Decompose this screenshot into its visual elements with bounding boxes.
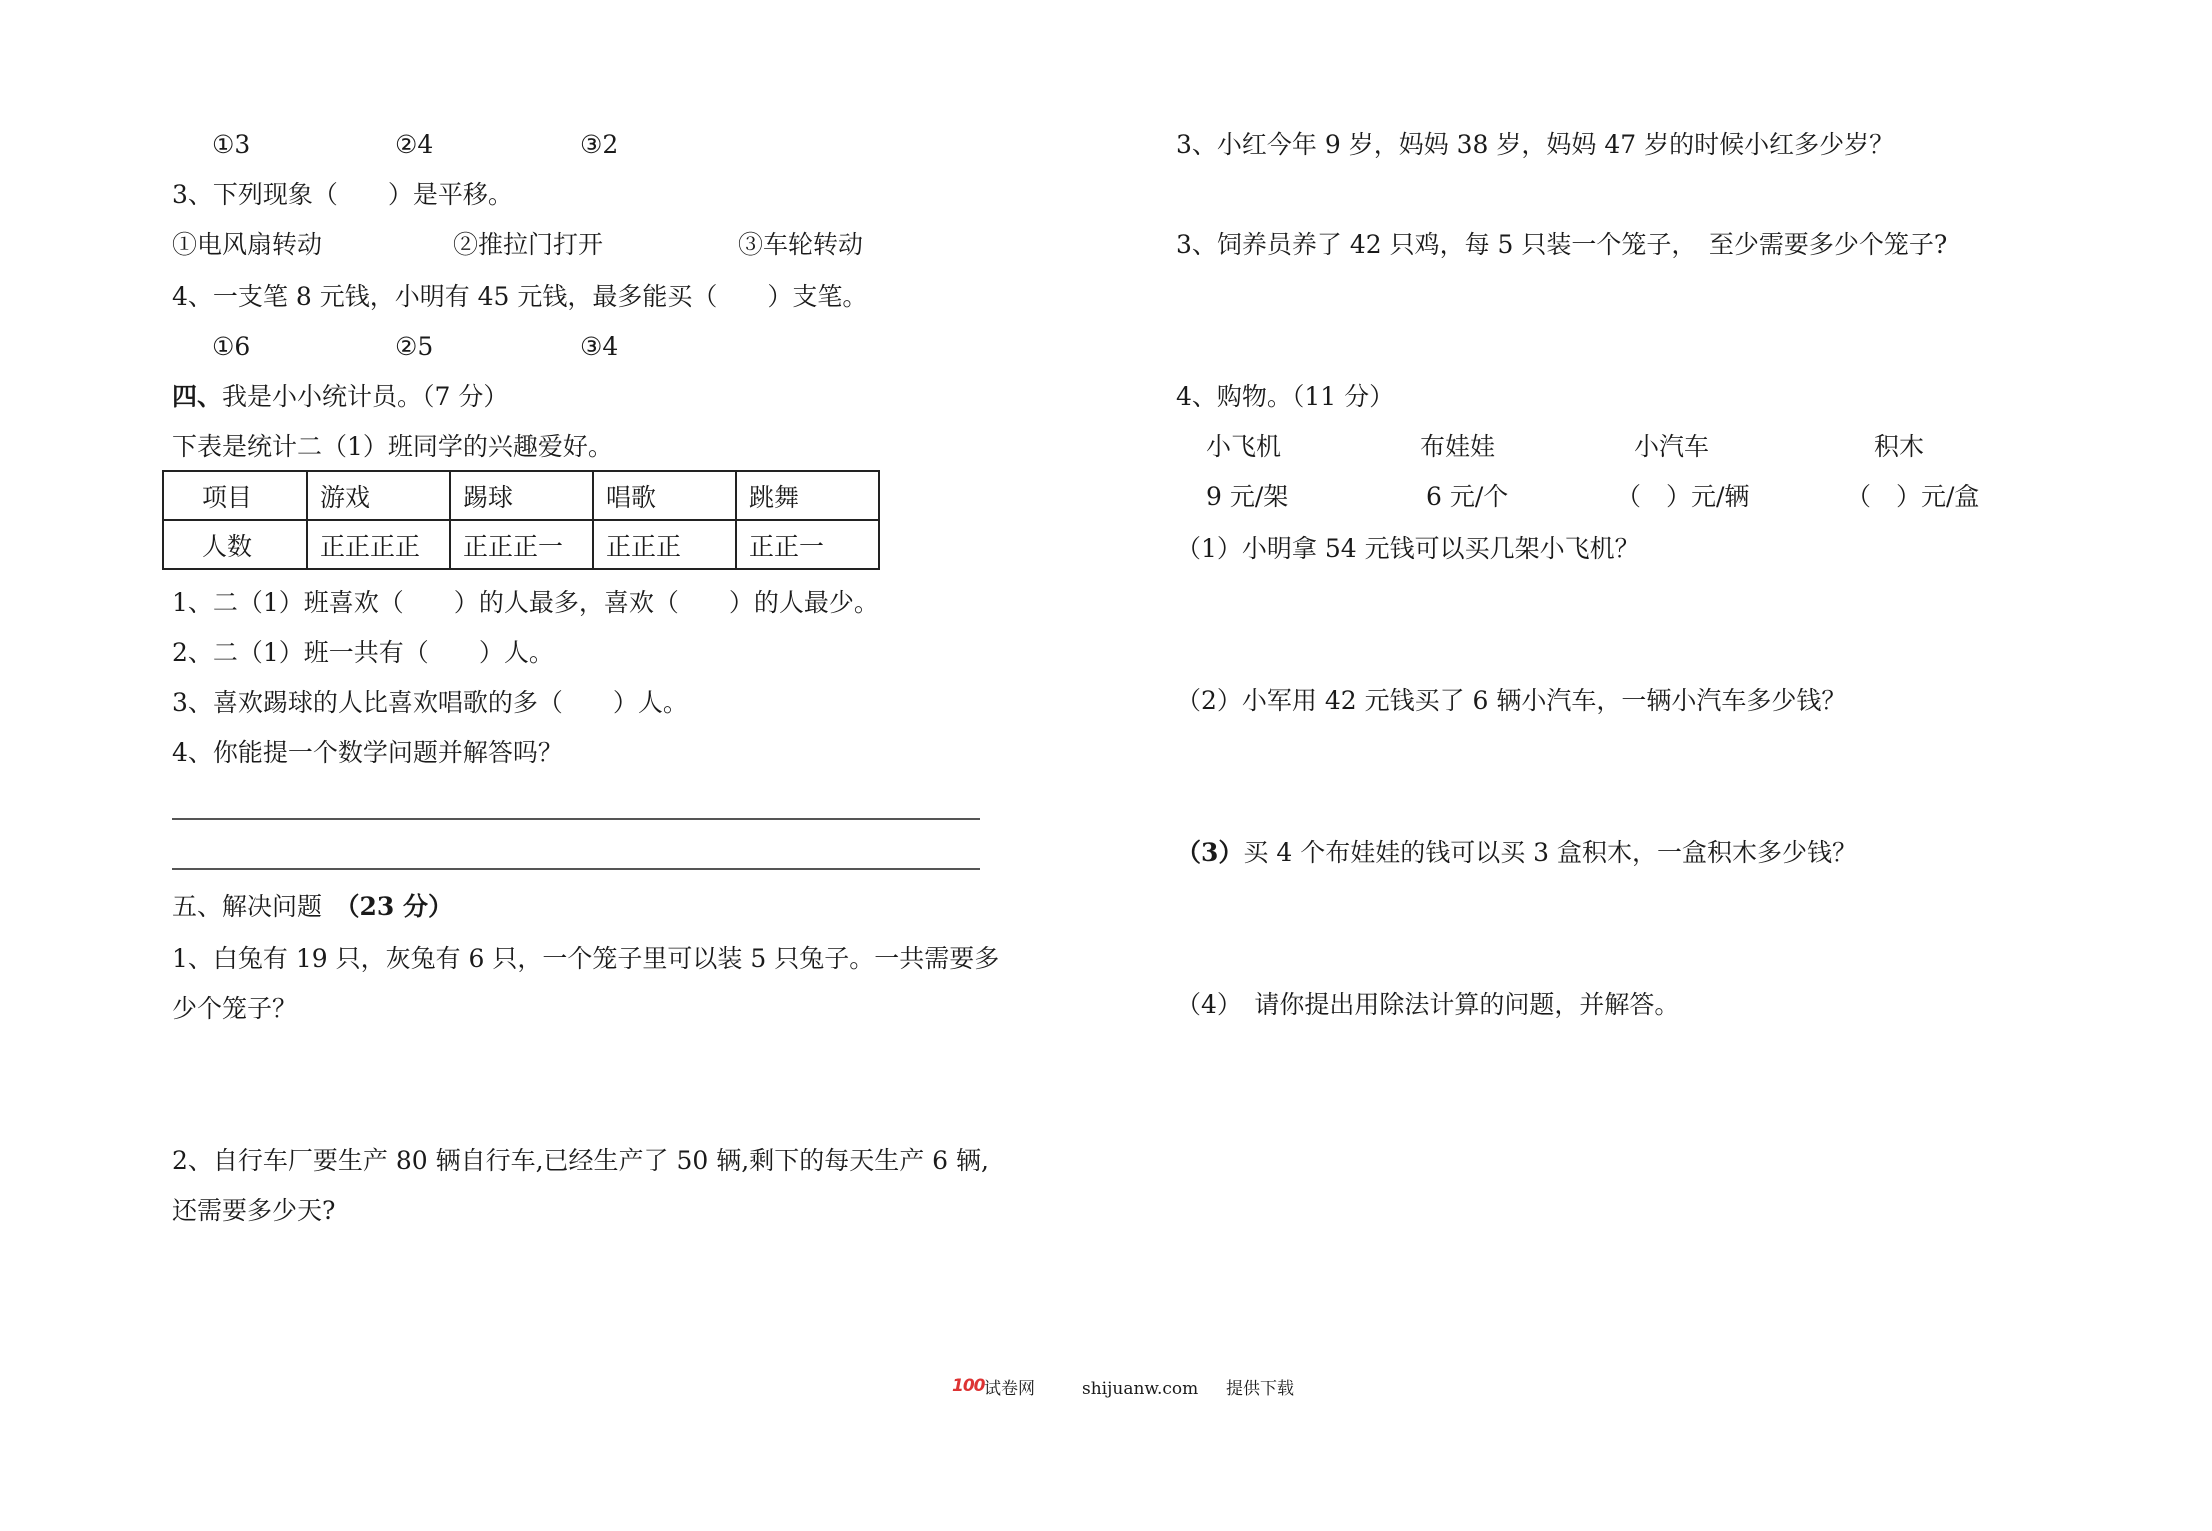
item-airplane: 小飞机 [1206, 432, 1282, 461]
table-cell: 正正正正 [307, 520, 450, 569]
table-cell: 唱歌 [593, 471, 736, 520]
question-4: 4、一支笔 8 元钱，小明有 45 元钱，最多能买（ ）支笔。 [172, 282, 868, 311]
table-cell: 踢球 [450, 471, 593, 520]
price-blocks: （ ）元/盒 [1846, 482, 1980, 511]
price-airplane: 9 元/架 [1206, 482, 1289, 511]
section-4-heading [172, 382, 508, 412]
site-name: 试卷网 [984, 1379, 1035, 1399]
price-doll: 6 元/个 [1426, 482, 1509, 511]
q2-option-3: ③2 [580, 130, 619, 159]
interest-table [162, 470, 880, 570]
table-cell: 正正正一 [450, 520, 593, 569]
sub-question-1: （1）小明拿 54 元钱可以买几架小飞机？ [1176, 534, 1640, 563]
section-5-score: （23 分） [347, 892, 454, 921]
question-3: 3、下列现象（ ）是平移。 [172, 180, 513, 209]
section-4-intro: 下表是统计二（1）班同学的兴趣爱好。 [172, 432, 613, 461]
q4-option-1: ①6 [212, 332, 251, 361]
sub-question-3 [1176, 838, 1857, 868]
section-5-heading [172, 892, 453, 922]
sub-question-3-text: 买 4 个布娃娃的钱可以买 3 盒积木，一盒积木多少钱？ [1243, 838, 1858, 867]
problem-2-line-2: 还需要多少天? [172, 1196, 336, 1225]
item-blocks: 积木 [1874, 432, 1925, 461]
site-logo: 100 [952, 1376, 985, 1396]
question-3a: 3、小红今年 9 岁，妈妈 38 岁，妈妈 47 岁的时候小红多少岁？ [1176, 130, 1895, 159]
table-cell: 正正一 [736, 520, 879, 569]
section-5-title: 五、解决问题 [172, 892, 348, 921]
table-row [163, 520, 879, 569]
download-note: 提供下载 [1226, 1379, 1294, 1399]
problem-1-line-1: 1、白兔有 19 只，灰兔有 6 只，一个笼子里可以装 5 只兔子。一共需要多 [172, 944, 1000, 973]
site-domain: shijuanw.com [1082, 1379, 1199, 1399]
price-car: （ ）元/辆 [1616, 482, 1750, 511]
answer-line [172, 818, 980, 820]
sub-question-2: （2）小军用 42 元钱买了 6 辆小汽车，一辆小汽车多少钱？ [1176, 686, 1847, 715]
stat-question-1: 1、二（1）班喜欢（ ）的人最多，喜欢（ ）的人最少。 [172, 588, 879, 617]
q3-option-3: ③车轮转动 [738, 230, 864, 259]
table-cell: 项目 [163, 471, 307, 520]
q4-option-2: ②5 [395, 332, 434, 361]
problem-2-line-1: 2、自行车厂要生产 80 辆自行车,已经生产了 50 辆,剩下的每天生产 6 辆, [172, 1146, 989, 1175]
item-car: 小汽车 [1634, 432, 1710, 461]
answer-line [172, 868, 980, 870]
sub-question-3-number: （3） [1176, 838, 1244, 867]
stat-question-4: 4、你能提一个数学问题并解答吗？ [172, 738, 563, 767]
table-cell: 跳舞 [736, 471, 879, 520]
sub-question-4: （4） 请你提出用除法计算的问题，并解答。 [1176, 990, 1680, 1019]
section-4-number: 四、 [172, 382, 223, 411]
stat-question-2: 2、二（1）班一共有（ ）人。 [172, 638, 554, 667]
question-3b: 3、饲养员养了 42 只鸡，每 5 只装一个笼子， 至少需要多少个笼子? [1176, 230, 1948, 259]
q3-option-1: ①电风扇转动 [172, 230, 323, 259]
q3-option-2: ②推拉门打开 [453, 230, 604, 259]
table-cell: 游戏 [307, 471, 450, 520]
section-4-title: 我是小小统计员。（7 分） [222, 382, 509, 411]
table-cell: 正正正 [593, 520, 736, 569]
problem-1-line-2: 少个笼子？ [172, 994, 298, 1023]
table-cell: 人数 [163, 520, 307, 569]
item-doll: 布娃娃 [1420, 432, 1496, 461]
q2-option-1: ①3 [212, 130, 251, 159]
q2-option-2: ②4 [395, 130, 434, 159]
stat-question-3: 3、喜欢踢球的人比喜欢唱歌的多（ ）人。 [172, 688, 688, 717]
q4-option-3: ③4 [580, 332, 619, 361]
question-4-shopping: 4、购物。（11 分） [1176, 382, 1395, 411]
table-header-row [163, 471, 879, 520]
